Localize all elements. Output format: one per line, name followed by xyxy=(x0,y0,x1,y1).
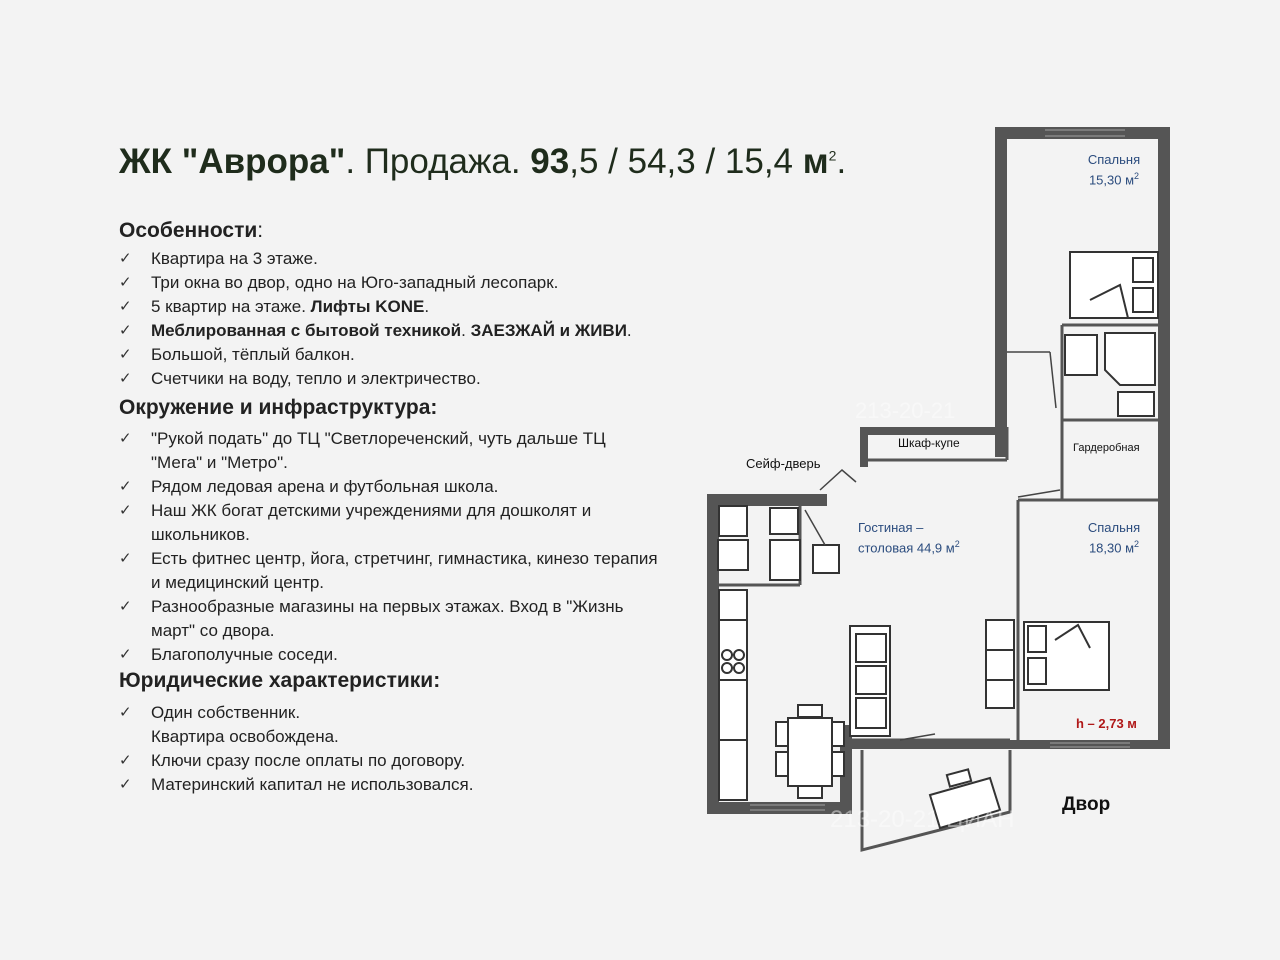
bedroom-2-label: Спальня 18,30 $м^2$ xyxy=(1087,520,1141,556)
title-unit-sup: 2 xyxy=(828,147,837,164)
list-item: ✓ Меблированная с бытовой техникой. ЗАЕЗЖАЙ и ЖИВИ. xyxy=(119,319,679,343)
dining-table xyxy=(776,705,844,798)
title-total-area-decimal: ,5 xyxy=(569,142,599,181)
ceiling-height-label: h – 2,73 м xyxy=(1076,716,1137,731)
list-item: ✓ 5 квартир на этаже. Лифты KONE. xyxy=(119,295,679,319)
check-icon: ✓ xyxy=(119,704,132,721)
bedroom-1-label: Спальня 15,30 $м^2$ xyxy=(1087,152,1141,188)
check-icon: ✓ xyxy=(119,646,132,663)
check-icon: ✓ xyxy=(119,752,132,769)
check-icon: ✓ xyxy=(119,478,132,495)
list-item: ✓ Материнский капитал не использовался. xyxy=(119,773,679,797)
list-item: ✓ Благополучные соседи. xyxy=(119,643,659,667)
title-area-rest: / 54,3 / 15,4 xyxy=(598,142,803,181)
legal-heading: Юридические характеристики: xyxy=(119,669,441,692)
list-item: ✓ Разнообразные магазины на первых этажах. Вход в "Жизнь март" со двора. xyxy=(119,597,624,640)
safe-door-label: Сейф-дверь xyxy=(746,456,821,471)
features-heading: Особенности: xyxy=(119,219,264,242)
list-item: ✓ "Рукой подать" до ТЦ "Светлореченский, чуть дальше ТЦ "Мега" и "Метро". xyxy=(119,429,606,472)
check-icon: ✓ xyxy=(119,598,132,615)
check-icon: ✓ xyxy=(119,274,132,291)
check-icon: ✓ xyxy=(119,776,132,793)
check-icon: ✓ xyxy=(119,250,132,267)
tv-stand xyxy=(986,620,1014,708)
title-unit: м xyxy=(802,142,829,181)
check-icon: ✓ xyxy=(119,370,132,387)
list-item: ✓ Наш ЖК богат детскими учреждениями для дошколят и школьников. xyxy=(119,501,592,544)
wardrobe-closet-label: Шкаф-купе xyxy=(898,436,960,450)
title-prefix: ЖК "Аврора" xyxy=(119,142,346,181)
check-icon: ✓ xyxy=(119,322,132,339)
list-item: ✓ Один собственник. Квартира освобождена. xyxy=(119,703,339,746)
title-end: . xyxy=(836,142,847,181)
check-icon: ✓ xyxy=(119,298,132,315)
sofa xyxy=(850,626,890,736)
infrastructure-heading: Окружение и инфраструктура: xyxy=(119,396,438,419)
list-item: ✓ Квартира на 3 этаже. xyxy=(119,247,679,271)
list-item: ✓ Счетчики на воду, тепло и электричество. xyxy=(119,367,679,391)
check-icon: ✓ xyxy=(119,346,132,363)
check-icon: ✓ xyxy=(119,502,132,519)
dressing-room-label: Гардеробная xyxy=(1073,442,1140,454)
title-middle: . Продажа. xyxy=(345,142,531,181)
check-icon: ✓ xyxy=(119,550,132,567)
watermark-phone: 213-20-21 xyxy=(855,398,956,423)
check-icon: ✓ xyxy=(119,430,132,447)
list-item: ✓ Ключи сразу после оплаты по договору. xyxy=(119,749,679,773)
list-item: ✓ Три окна во двор, одно на Юго-западный лесопарк. xyxy=(119,271,679,295)
watermark-cian: 213-20-21 ЦИАН xyxy=(830,806,1015,833)
yard-label: Двор xyxy=(1062,794,1111,815)
living-room-label: Гостиная – столовая 44,9 $м^2$ xyxy=(858,520,960,556)
list-item: ✓ Рядом ледовая арена и футбольная школа. xyxy=(119,475,659,499)
list-item: ✓ Есть фитнес центр, йога, стретчинг, гимнастика, кинезо терапия и медицинский центр. xyxy=(119,549,658,592)
list-item: ✓ Большой, тёплый балкон. xyxy=(119,343,679,367)
title-total-area: 93 xyxy=(530,142,570,181)
bed-bedroom-1 xyxy=(1070,252,1158,318)
bed-bedroom-2 xyxy=(1024,622,1109,690)
